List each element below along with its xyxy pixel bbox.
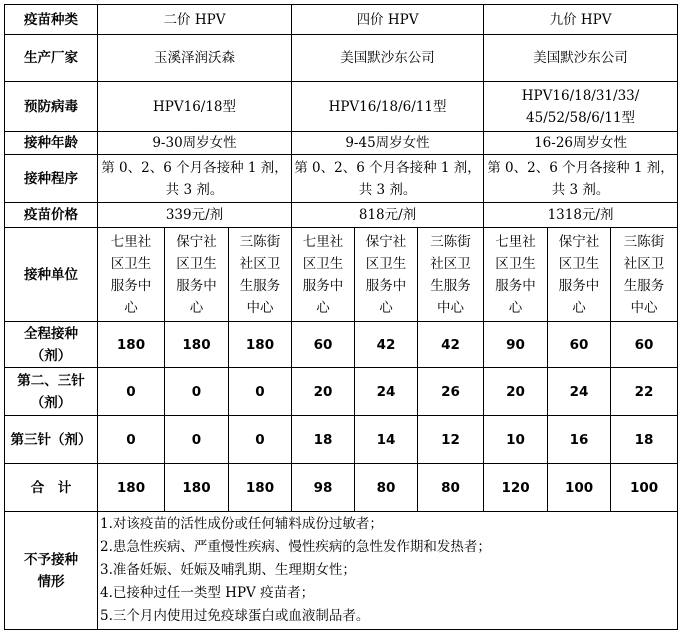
total-baoning-bivalent: 180 [165, 464, 229, 512]
label-prevent-virus: 预防病毒 [5, 82, 98, 132]
label-age: 接种年龄 [5, 132, 98, 155]
full-qili-bivalent: 180 [98, 322, 165, 368]
third-sanchen-bivalent: 0 [229, 416, 292, 464]
schedule-nonavalent: 第 0、2、6 个月各接种 1 剂，共 3 剂。 [484, 155, 678, 203]
vaccine-name-bivalent: 二价 HPV [98, 5, 292, 35]
total-sanchen-bivalent: 180 [229, 464, 292, 512]
price-quadrivalent: 818元/剂 [292, 203, 484, 228]
full-qili-nonavalent: 90 [484, 322, 548, 368]
manufacturer-bivalent: 玉溪泽润沃森 [98, 35, 292, 82]
age-bivalent: 9-30周岁女性 [98, 132, 292, 155]
unit-baoning-nonavalent: 保宁社 区卫生 服务中 心 [548, 228, 611, 322]
row-third [5, 416, 678, 464]
total-baoning-quadrivalent: 80 [355, 464, 418, 512]
row-second-third [5, 368, 678, 416]
age-quadrivalent: 9-45周岁女性 [292, 132, 484, 155]
row-schedule [5, 155, 678, 203]
unit-qili-quadrivalent: 七里社 区卫生 服务中 心 [292, 228, 355, 322]
label-manufacturer: 生产厂家 [5, 35, 98, 82]
label-full-course: 全程接种 （剂） [5, 322, 98, 368]
row-virus [5, 82, 678, 132]
st-qili-bivalent: 0 [98, 368, 165, 416]
row-units [5, 228, 678, 322]
st-baoning-quadrivalent: 24 [355, 368, 418, 416]
st-baoning-nonavalent: 24 [548, 368, 611, 416]
st-qili-quadrivalent: 20 [292, 368, 355, 416]
third-qili-bivalent: 0 [98, 416, 165, 464]
vaccine-name-quadrivalent: 四价 HPV [292, 5, 484, 35]
total-qili-bivalent: 180 [98, 464, 165, 512]
label-contraindications: 不予接种 情形 [5, 512, 98, 630]
row-full-course [5, 322, 678, 368]
third-qili-nonavalent: 10 [484, 416, 548, 464]
contraindication-item: 3.准备妊娠、妊娠及哺乳期、生理期女性； [100, 562, 356, 578]
unit-qili-bivalent: 七里社 区卫生 服务中 心 [98, 228, 165, 322]
third-sanchen-nonavalent: 18 [611, 416, 678, 464]
unit-sanchen-nonavalent: 三陈街 社区卫 生服务 中心 [611, 228, 678, 322]
manufacturer-nonavalent: 美国默沙东公司 [484, 35, 678, 82]
full-qili-quadrivalent: 60 [292, 322, 355, 368]
unit-qili-nonavalent: 七里社 区卫生 服务中 心 [484, 228, 548, 322]
label-total: 合 计 [5, 464, 98, 512]
total-qili-nonavalent: 120 [484, 464, 548, 512]
contraindication-item: 5.三个月内使用过免疫球蛋白或血液制品者。 [100, 608, 370, 624]
third-sanchen-quadrivalent: 12 [418, 416, 484, 464]
label-vaccine-type: 疫苗种类 [5, 5, 98, 35]
row-age [5, 132, 678, 155]
label-third: 第三针（剂） [5, 416, 98, 464]
unit-baoning-quadrivalent: 保宁社 区卫生 服务中 心 [355, 228, 418, 322]
age-nonavalent: 16-26周岁女性 [484, 132, 678, 155]
third-qili-quadrivalent: 18 [292, 416, 355, 464]
contraindication-item: 2.患急性疾病、严重慢性疾病、慢性疾病的急性发作期和发热者； [100, 539, 491, 555]
label-price: 疫苗价格 [5, 203, 98, 228]
total-baoning-nonavalent: 100 [548, 464, 611, 512]
full-baoning-quadrivalent: 42 [355, 322, 418, 368]
third-baoning-bivalent: 0 [165, 416, 229, 464]
price-nonavalent: 1318元/剂 [484, 203, 678, 228]
unit-sanchen-quadrivalent: 三陈街 社区卫 生服务 中心 [418, 228, 484, 322]
label-schedule: 接种程序 [5, 155, 98, 203]
price-bivalent: 339元/剂 [98, 203, 292, 228]
st-sanchen-nonavalent: 22 [611, 368, 678, 416]
row-manufacturer [5, 35, 678, 82]
hpv-vaccine-table [4, 4, 678, 630]
virus-bivalent: HPV16/18型 [98, 82, 292, 132]
row-contraindications [5, 512, 678, 630]
contraindication-item: 1.对该疫苗的活性成份或任何辅料成份过敏者； [100, 516, 383, 532]
st-sanchen-quadrivalent: 26 [418, 368, 484, 416]
unit-baoning-bivalent: 保宁社 区卫生 服务中 心 [165, 228, 229, 322]
st-qili-nonavalent: 20 [484, 368, 548, 416]
full-baoning-nonavalent: 60 [548, 322, 611, 368]
full-sanchen-quadrivalent: 42 [418, 322, 484, 368]
third-baoning-nonavalent: 16 [548, 416, 611, 464]
st-baoning-bivalent: 0 [165, 368, 229, 416]
st-sanchen-bivalent: 0 [229, 368, 292, 416]
row-total [5, 464, 678, 512]
label-second-third: 第二、三针 （剂） [5, 368, 98, 416]
virus-nonavalent: HPV16/18/31/33/ 45/52/58/6/11型 [484, 82, 678, 132]
full-sanchen-nonavalent: 60 [611, 322, 678, 368]
full-sanchen-bivalent: 180 [229, 322, 292, 368]
virus-quadrivalent: HPV16/18/6/11型 [292, 82, 484, 132]
full-baoning-bivalent: 180 [165, 322, 229, 368]
label-units: 接种单位 [5, 228, 98, 322]
contraindications-list [98, 512, 678, 630]
manufacturer-quadrivalent: 美国默沙东公司 [292, 35, 484, 82]
row-price [5, 203, 678, 228]
total-sanchen-quadrivalent: 80 [418, 464, 484, 512]
schedule-quadrivalent: 第 0、2、6 个月各接种 1 剂，共 3 剂。 [292, 155, 484, 203]
row-vaccine-type [5, 5, 678, 35]
vaccine-name-nonavalent: 九价 HPV [484, 5, 678, 35]
third-baoning-quadrivalent: 14 [355, 416, 418, 464]
total-sanchen-nonavalent: 100 [611, 464, 678, 512]
schedule-bivalent: 第 0、2、6 个月各接种 1 剂，共 3 剂。 [98, 155, 292, 203]
unit-sanchen-bivalent: 三陈街 社区卫 生服务 中心 [229, 228, 292, 322]
contraindication-item: 4.已接种过任一类型 HPV 疫苗者； [100, 585, 315, 601]
total-qili-quadrivalent: 98 [292, 464, 355, 512]
